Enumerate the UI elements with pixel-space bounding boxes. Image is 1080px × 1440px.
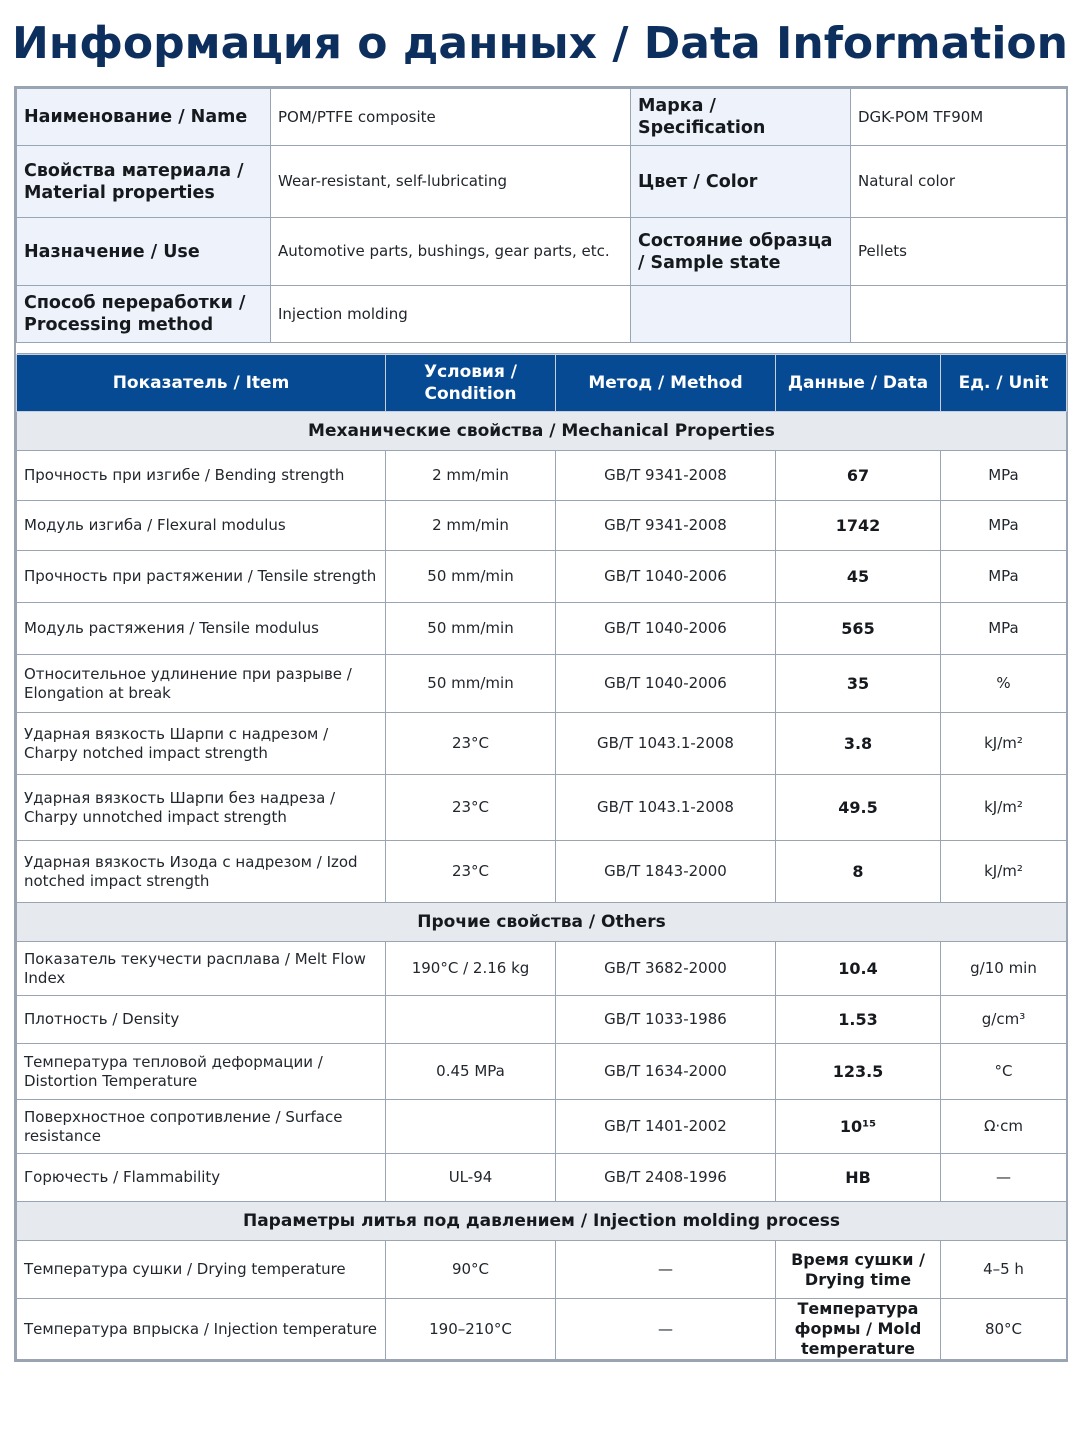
condition-cell: 23°C — [386, 841, 556, 903]
section-title: Прочие свойства / Others — [17, 903, 1067, 942]
value-cell: 49.5 — [776, 775, 941, 841]
method-cell: GB/T 1040-2006 — [556, 603, 776, 655]
properties-table — [16, 354, 1067, 1360]
value-cell: 67 — [776, 451, 941, 501]
table-row — [17, 1241, 1067, 1299]
table-row — [17, 996, 1067, 1044]
method-cell: GB/T 1634-2000 — [556, 1044, 776, 1100]
unit-cell: kJ/m² — [941, 713, 1067, 775]
table-row — [17, 775, 1067, 841]
method-cell: GB/T 1043.1-2008 — [556, 713, 776, 775]
column-header-unit: Ед. / Unit — [941, 355, 1067, 412]
item-cell: Ударная вязкость Шарпи с надрезом / Charpy notched impact strength — [17, 713, 386, 775]
condition-cell: UL-94 — [386, 1154, 556, 1202]
page-title: Информация о данных / Data Information — [12, 18, 1068, 69]
value-cell: HB — [776, 1154, 941, 1202]
item-cell: Температура тепловой деформации / Distortion Temperature — [17, 1044, 386, 1100]
info-value: Natural color — [851, 146, 1067, 218]
unit-cell: g/10 min — [941, 942, 1067, 996]
value-cell: 1742 — [776, 501, 941, 551]
info-value: Pellets — [851, 218, 1067, 286]
method-cell: GB/T 2408-1996 — [556, 1154, 776, 1202]
condition-cell: 190–210°C — [386, 1299, 556, 1360]
info-label: Назначение / Use — [17, 218, 271, 286]
value-cell: 565 — [776, 603, 941, 655]
condition-cell — [386, 1100, 556, 1154]
column-header-method: Метод / Method — [556, 355, 776, 412]
item-cell: Горючесть / Flammability — [17, 1154, 386, 1202]
condition-cell — [386, 996, 556, 1044]
condition-cell: 2 mm/min — [386, 451, 556, 501]
condition-cell: 50 mm/min — [386, 655, 556, 713]
condition-cell: 190°C / 2.16 kg — [386, 942, 556, 996]
condition-cell: 90°C — [386, 1241, 556, 1299]
method-cell: GB/T 9341-2008 — [556, 501, 776, 551]
column-header-item: Показатель / Item — [17, 355, 386, 412]
info-value — [851, 286, 1067, 343]
item-cell: Модуль растяжения / Tensile modulus — [17, 603, 386, 655]
method-cell: GB/T 9341-2008 — [556, 451, 776, 501]
table-row — [17, 1154, 1067, 1202]
info-value: Automotive parts, bushings, gear parts, etc. — [271, 218, 631, 286]
item-cell: Ударная вязкость Изода с надрезом / Izod notched impact strength — [17, 841, 386, 903]
value-cell: 10¹⁵ — [776, 1100, 941, 1154]
item-cell: Температура впрыска / Injection temperature — [17, 1299, 386, 1360]
item-cell: Ударная вязкость Шарпи без надреза / Charpy unnotched impact strength — [17, 775, 386, 841]
section-row — [17, 412, 1067, 451]
method-cell: GB/T 1040-2006 — [556, 655, 776, 713]
section-row — [17, 903, 1067, 942]
info-row — [17, 89, 1067, 146]
table-row — [17, 451, 1067, 501]
value-cell: 123.5 — [776, 1044, 941, 1100]
item-cell: Относительное удлинение при разрыве / Elongation at break — [17, 655, 386, 713]
item-cell: Модуль изгиба / Flexural modulus — [17, 501, 386, 551]
unit-cell: MPa — [941, 603, 1067, 655]
method-cell: GB/T 1043.1-2008 — [556, 775, 776, 841]
table-row — [17, 841, 1067, 903]
table-row — [17, 655, 1067, 713]
table-row — [17, 551, 1067, 603]
item-cell: Прочность при растяжении / Tensile strength — [17, 551, 386, 603]
table-row — [17, 1299, 1067, 1360]
unit-cell: Ω·cm — [941, 1100, 1067, 1154]
value-cell: 10.4 — [776, 942, 941, 996]
info-value: DGK-POM TF90M — [851, 89, 1067, 146]
item-cell: Прочность при изгибе / Bending strength — [17, 451, 386, 501]
condition-cell: 0.45 MPa — [386, 1044, 556, 1100]
unit-cell: % — [941, 655, 1067, 713]
info-label: Свойства материала / Material properties — [17, 146, 271, 218]
table-row — [17, 1100, 1067, 1154]
table-row — [17, 501, 1067, 551]
column-header-condition: Условия / Condition — [386, 355, 556, 412]
condition-cell: 50 mm/min — [386, 603, 556, 655]
info-value: Wear-resistant, self-lubricating — [271, 146, 631, 218]
method-cell: GB/T 1033-1986 — [556, 996, 776, 1044]
table-row — [17, 713, 1067, 775]
section-title: Механические свойства / Mechanical Properties — [17, 412, 1067, 451]
unit-cell: MPa — [941, 501, 1067, 551]
unit-cell: °C — [941, 1044, 1067, 1100]
value-cell: 45 — [776, 551, 941, 603]
value-cell: Время сушки / Drying time — [776, 1241, 941, 1299]
method-cell: GB/T 1401-2002 — [556, 1100, 776, 1154]
method-cell: GB/T 1040-2006 — [556, 551, 776, 603]
method-cell: GB/T 3682-2000 — [556, 942, 776, 996]
value-cell: 3.8 — [776, 713, 941, 775]
info-value: POM/PTFE composite — [271, 89, 631, 146]
unit-cell: — — [941, 1154, 1067, 1202]
unit-cell: 80°C — [941, 1299, 1067, 1360]
item-cell: Плотность / Density — [17, 996, 386, 1044]
info-value: Injection molding — [271, 286, 631, 343]
item-cell: Поверхностное сопротивление / Surface resistance — [17, 1100, 386, 1154]
item-cell: Показатель текучести расплава / Melt Flow Index — [17, 942, 386, 996]
table-row — [17, 603, 1067, 655]
method-cell: GB/T 1843-2000 — [556, 841, 776, 903]
unit-cell: MPa — [941, 451, 1067, 501]
method-cell: — — [556, 1241, 776, 1299]
value-cell: Температура формы / Mold temperature — [776, 1299, 941, 1360]
unit-cell: 4–5 h — [941, 1241, 1067, 1299]
info-row — [17, 218, 1067, 286]
column-header-data: Данные / Data — [776, 355, 941, 412]
info-spacer-row — [17, 343, 1067, 354]
info-label: Способ переработки / Processing method — [17, 286, 271, 343]
value-cell: 1.53 — [776, 996, 941, 1044]
info-table — [16, 88, 1067, 354]
value-cell: 35 — [776, 655, 941, 713]
section-row — [17, 1202, 1067, 1241]
unit-cell: kJ/m² — [941, 841, 1067, 903]
spacer — [17, 343, 1067, 354]
value-cell: 8 — [776, 841, 941, 903]
info-label: Состояние образца / Sample state — [631, 218, 851, 286]
unit-cell: kJ/m² — [941, 775, 1067, 841]
condition-cell: 50 mm/min — [386, 551, 556, 603]
condition-cell: 2 mm/min — [386, 501, 556, 551]
condition-cell: 23°C — [386, 713, 556, 775]
info-row — [17, 146, 1067, 218]
unit-cell: MPa — [941, 551, 1067, 603]
section-title: Параметры литья под давлением / Injection molding process — [17, 1202, 1067, 1241]
info-label: Марка / Specification — [631, 89, 851, 146]
table-row — [17, 1044, 1067, 1100]
condition-cell: 23°C — [386, 775, 556, 841]
info-row — [17, 286, 1067, 343]
item-cell: Температура сушки / Drying temperature — [17, 1241, 386, 1299]
table-row — [17, 942, 1067, 996]
unit-cell: g/cm³ — [941, 996, 1067, 1044]
info-label: Цвет / Color — [631, 146, 851, 218]
method-cell: — — [556, 1299, 776, 1360]
data-sheet — [14, 86, 1068, 1362]
info-label: Наименование / Name — [17, 89, 271, 146]
info-label — [631, 286, 851, 343]
header-row — [17, 355, 1067, 412]
